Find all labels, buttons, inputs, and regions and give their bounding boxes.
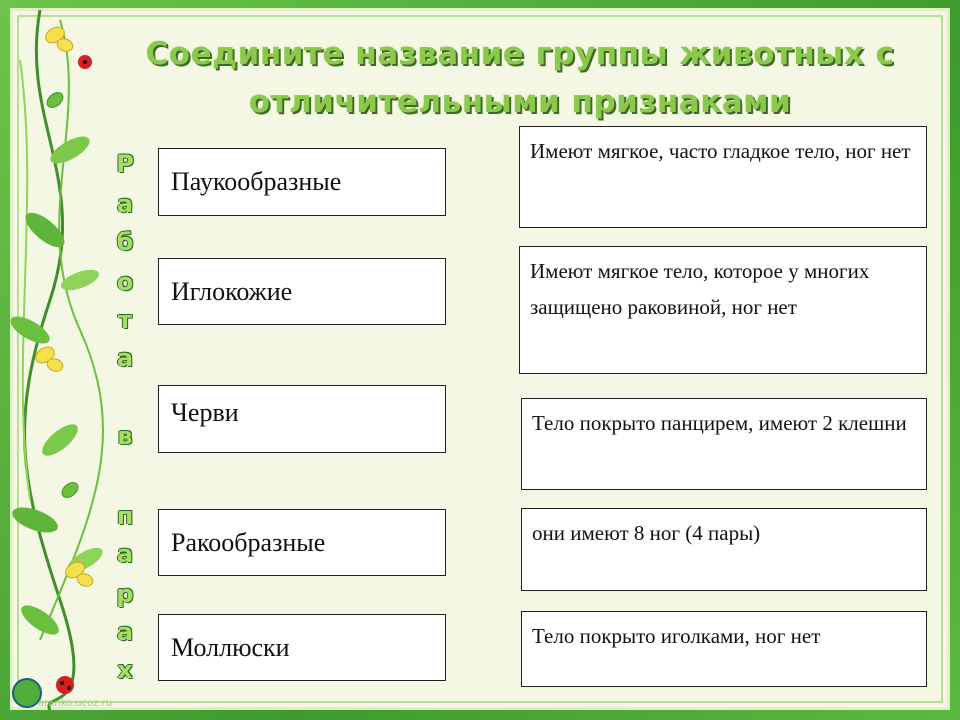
side-letter: т <box>118 306 132 334</box>
side-letter: х <box>117 656 133 684</box>
side-letter: б <box>116 228 134 256</box>
side-letter: о <box>116 268 134 296</box>
feature-box-3[interactable] <box>521 398 927 490</box>
group-label: Черви <box>171 398 239 427</box>
title-line-2: отличительными признаками <box>248 84 792 120</box>
group-label: Ракообразные <box>171 527 326 557</box>
group-box-worms[interactable] <box>158 385 446 453</box>
group-label: Паукообразные <box>171 167 342 196</box>
feature-box-1[interactable] <box>519 126 927 228</box>
side-letter: а <box>116 344 134 372</box>
side-letter: р <box>116 580 134 608</box>
group-label: Моллюски <box>171 632 290 662</box>
title-line-1: Соедините название группы животных с <box>145 36 895 72</box>
feature-text: Имеют мягкое, часто гладкое тело, ног нет <box>530 139 911 163</box>
side-letter: п <box>116 502 134 530</box>
group-box-arachnids[interactable] <box>158 148 446 216</box>
feature-text: они имеют 8 ног (4 пары) <box>532 521 761 545</box>
side-letter: а <box>116 190 134 218</box>
feature-box-4[interactable] <box>521 508 927 591</box>
group-box-crustaceans[interactable] <box>158 509 446 576</box>
group-label: Иглокожие <box>171 276 293 306</box>
side-letter: а <box>116 618 134 646</box>
feature-box-2[interactable] <box>519 246 927 374</box>
side-letter: Р <box>116 150 134 178</box>
feature-box-5[interactable] <box>521 611 927 687</box>
watermark: aranko.ucoz.ru <box>38 698 113 709</box>
side-letter: а <box>116 540 134 568</box>
feature-text: Тело покрыто иголками, ног нет <box>532 624 821 648</box>
side-vertical-text <box>110 150 140 690</box>
group-box-echinoderms[interactable] <box>158 258 446 325</box>
butterfly-icon <box>43 24 75 53</box>
page-title <box>100 30 940 126</box>
feature-text: Тело покрыто панцирем, имеют 2 клешни <box>532 411 907 435</box>
group-box-molluscs[interactable] <box>158 614 446 681</box>
feature-text: Имеют мягкое тело, которое у многих защищено раковиной, ног нет <box>530 259 870 319</box>
side-letter: в <box>117 422 133 450</box>
